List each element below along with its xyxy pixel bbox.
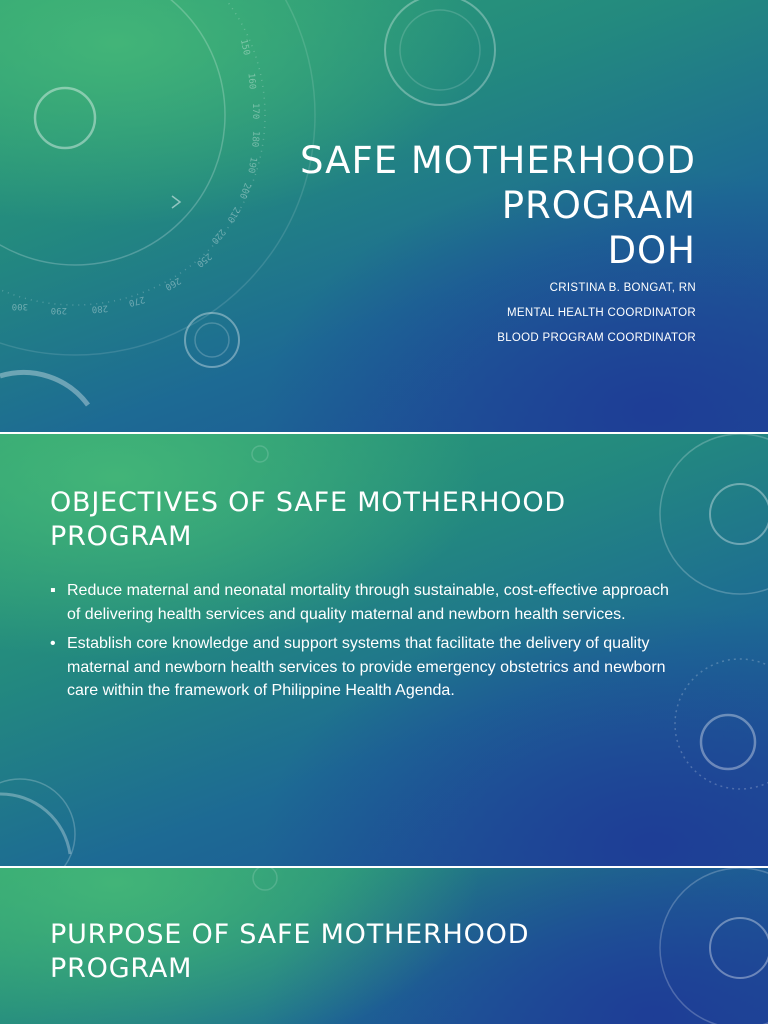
title-line: SAFE MOTHERHOOD	[299, 139, 696, 182]
bullet-text: Reduce maternal and neonatal mortality through sustainable, cost-effective approach of delivering health services and quality maternal and newborn health services.	[67, 582, 669, 623]
dial-number: 200	[236, 181, 252, 201]
dial-number: 300	[11, 301, 28, 311]
dial-number: 190	[245, 156, 258, 174]
bullet-marker: ▪	[50, 582, 56, 599]
dial-number: 250	[194, 250, 214, 269]
title-line: DOH	[607, 229, 696, 272]
dial-number: 290	[50, 305, 67, 315]
presenter-name: CRISTINA B. BONGAT, RN	[549, 282, 696, 294]
bullet-text: Establish core knowledge and support systems that facilitate the delivery of quality maternal and newborn health services to provide emergency obstetrics and newborn care within the framework of Philippine Health Agenda.	[67, 635, 666, 699]
purpose-slide	[0, 868, 768, 1024]
dial-number: 270	[127, 293, 146, 308]
slide-heading: OBJECTIVES OF SAFE MOTHERHOOD PROGRAM	[50, 487, 566, 552]
presentation-title	[136, 138, 696, 273]
dial-number: 260	[163, 274, 183, 292]
dial-number: 170	[250, 103, 260, 120]
objectives-slide	[0, 434, 768, 866]
title-slide	[0, 0, 768, 432]
list-item	[50, 579, 670, 626]
bullet-marker: •	[50, 635, 56, 652]
presenter-role: BLOOD PROGRAM COORDINATOR	[497, 332, 696, 344]
list-item	[50, 632, 670, 703]
dial-number: 150	[237, 38, 252, 57]
presenter-info	[296, 280, 696, 355]
dial-number: 180	[249, 130, 261, 148]
dial-number: 210	[224, 204, 242, 224]
slide-heading: PURPOSE OF SAFE MOTHERHOOD PROGRAM	[50, 919, 530, 984]
dial-number: 220	[208, 226, 227, 246]
objectives-list	[50, 579, 670, 709]
dial-number: 280	[91, 302, 109, 314]
dial-number: 160	[245, 72, 257, 90]
title-line: PROGRAM	[501, 184, 696, 227]
presenter-role: MENTAL HEALTH COORDINATOR	[507, 307, 696, 319]
